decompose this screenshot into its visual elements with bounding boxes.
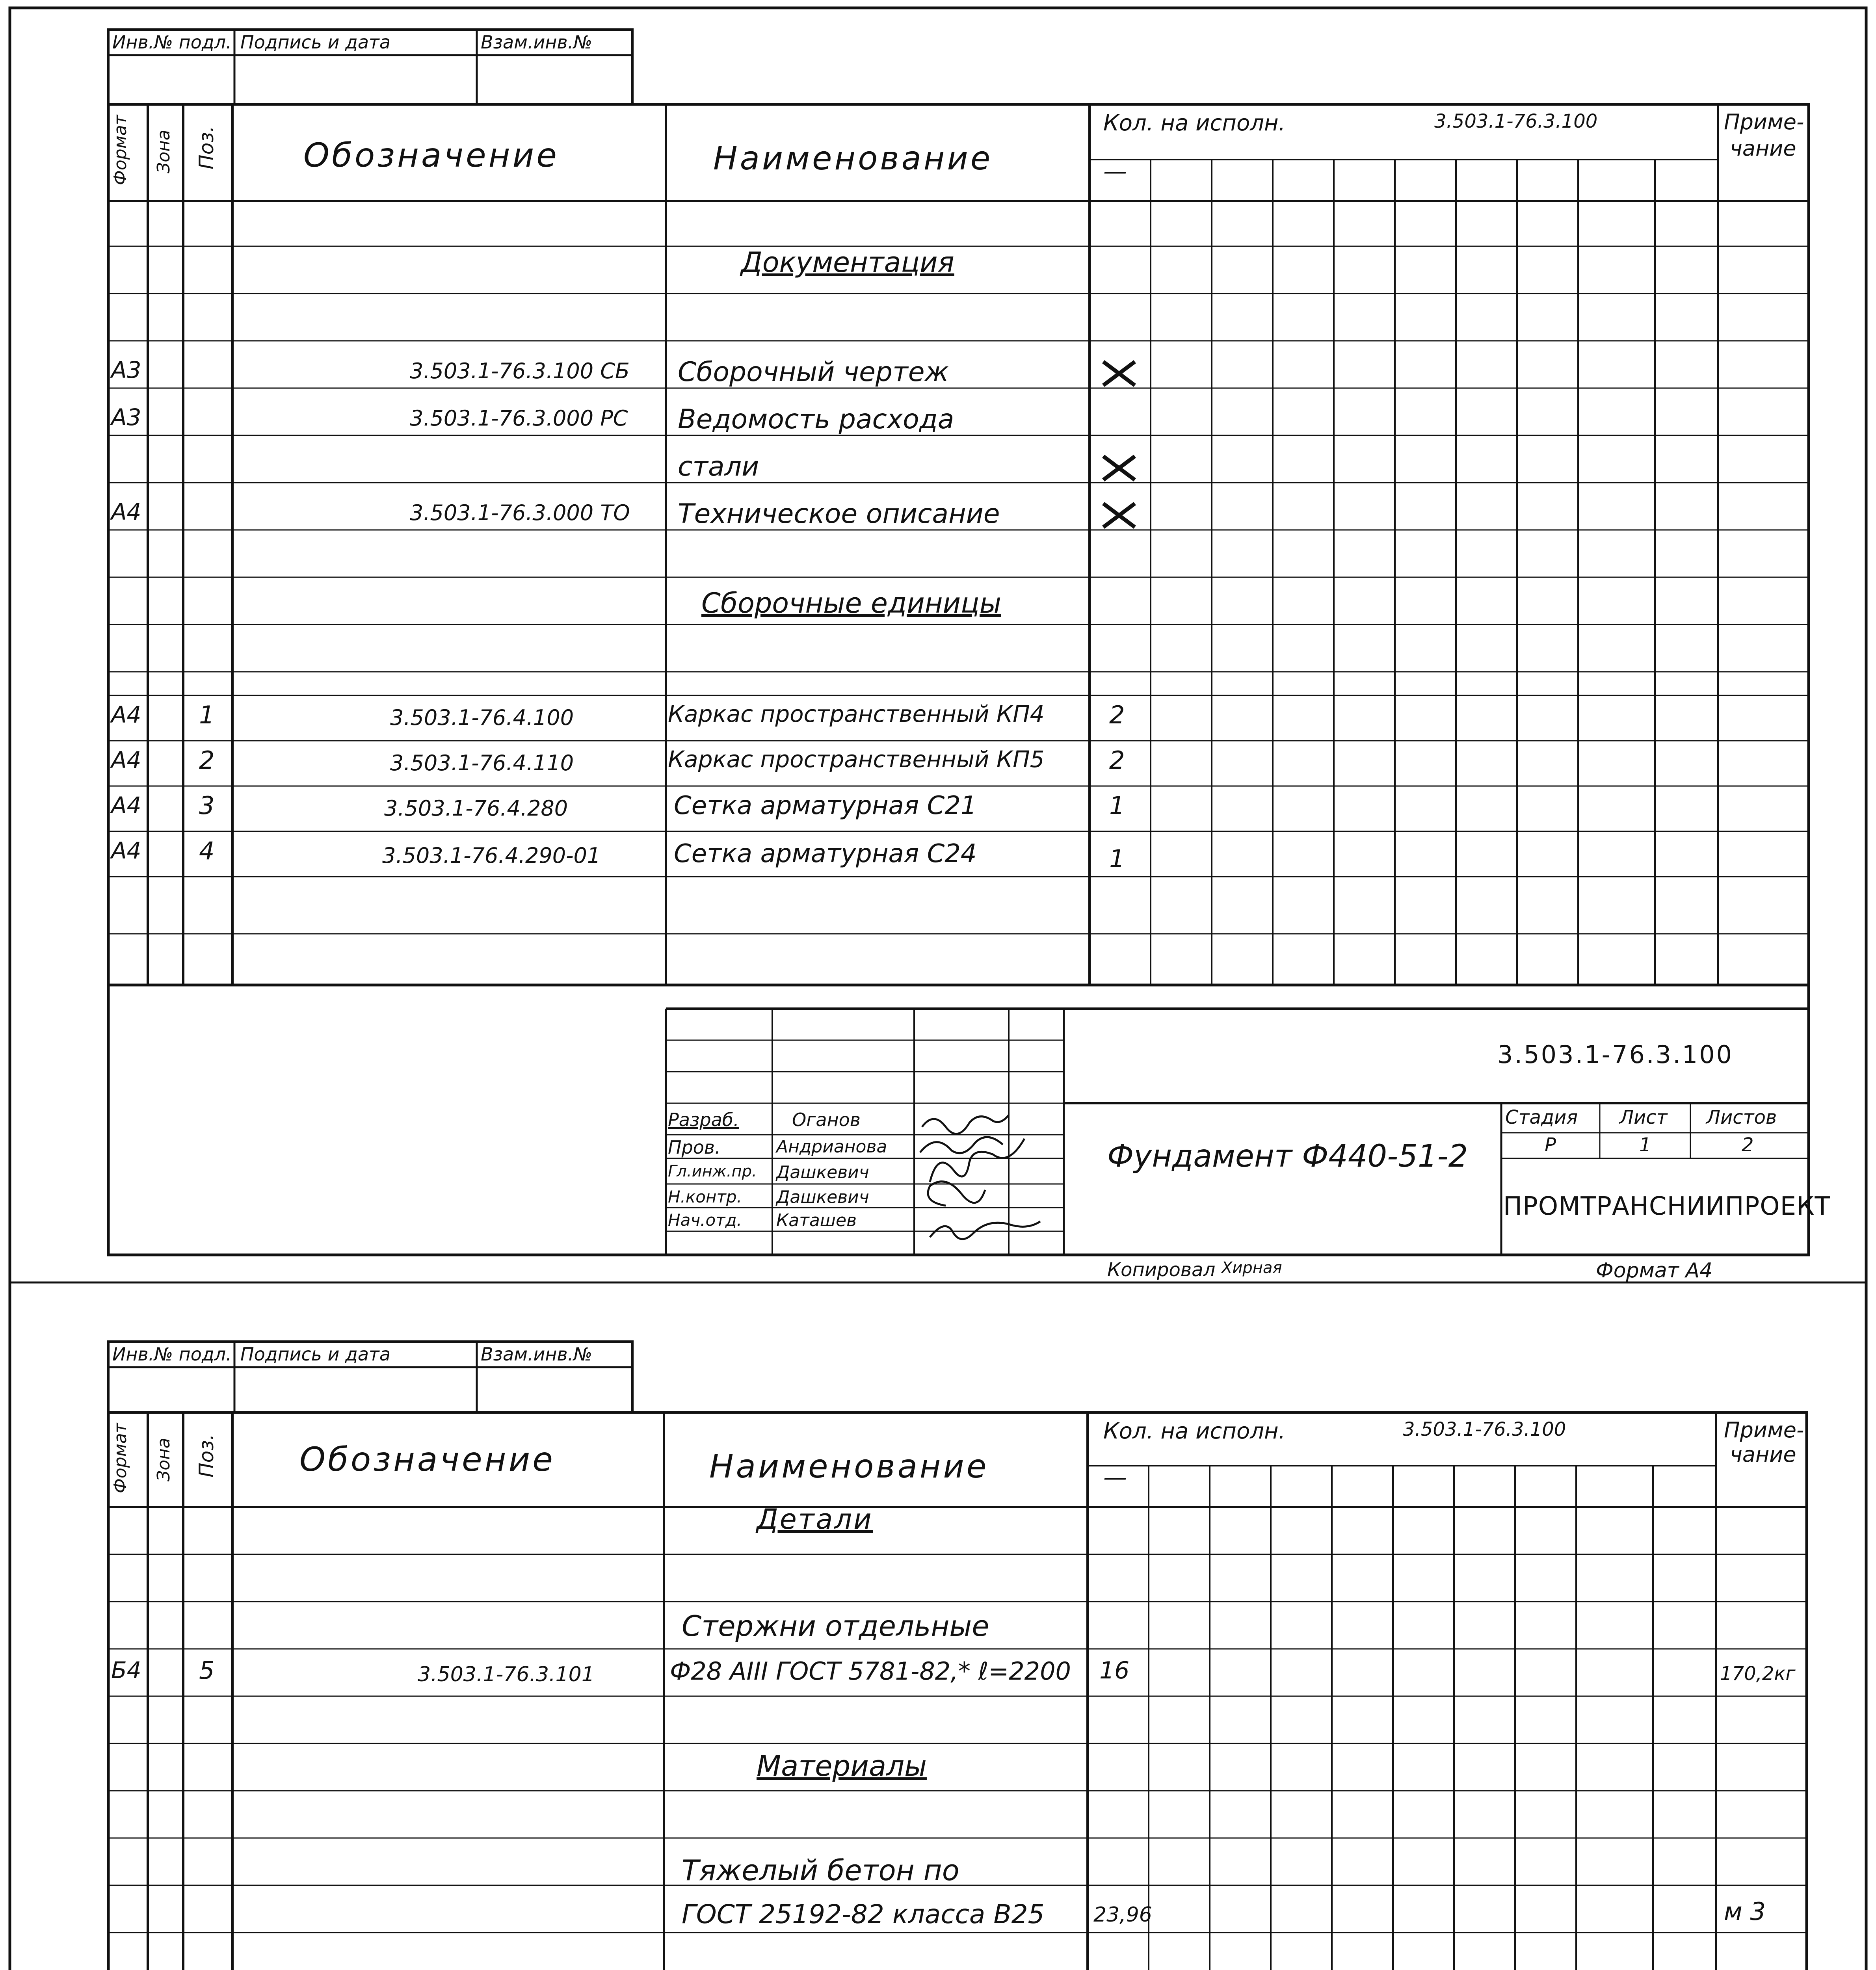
header2-dash: — [1103, 1464, 1127, 1491]
row-2-designation: 3.503.1-76.3.000 РС [410, 406, 628, 431]
header-naimenovanie: Наименование [713, 140, 993, 177]
header2-poz: Поз. [195, 1434, 218, 1478]
stamp-podpis-data: Подпись и дата [240, 32, 391, 53]
header2-zona: Зона [154, 1438, 174, 1481]
name-nach-otd: Каташев [776, 1210, 857, 1230]
stamp2-podpis-data: Подпись и дата [240, 1344, 391, 1365]
sheets-value: 2 [1742, 1134, 1754, 1156]
header2-format: Формат [110, 1423, 130, 1493]
title-name: Фундамент Ф440-51-2 [1107, 1139, 1468, 1174]
stamp2-vzam-inv: Взам.инв.№ [481, 1344, 593, 1365]
footer-format: Формат А4 [1596, 1259, 1713, 1282]
row-8-format: А4 [111, 792, 141, 819]
row-7-format: А4 [111, 747, 141, 773]
row-7-designation: 3.503.1-76.4.110 [390, 751, 574, 775]
sheet-value: 1 [1639, 1134, 1651, 1156]
sheets-label: Листов [1706, 1106, 1777, 1128]
row-4-designation: 3.503.1-76.3.000 ТО [410, 500, 630, 525]
header-kol-ispoln: Кол. на исполн. [1103, 110, 1286, 136]
row-6-designation: 3.503.1-76.4.100 [390, 705, 574, 730]
header-primechanie-2: чание [1730, 136, 1796, 161]
stage-value: Р [1545, 1134, 1556, 1156]
row-4-format: А4 [111, 498, 141, 525]
section-documentation: Документация [741, 246, 954, 279]
header-dash: — [1103, 158, 1127, 185]
title-doc-number: 3.503.1-76.3.100 [1497, 1040, 1734, 1069]
row-9-qty: 1 [1109, 844, 1125, 873]
section-details: Детали [757, 1503, 873, 1535]
header-kol-doc: 3.503.1-76.3.100 [1434, 110, 1598, 132]
row-8-designation: 3.503.1-76.4.280 [384, 796, 568, 821]
role-razrab: Разраб. [668, 1109, 739, 1130]
footer-copied: Копировал [1107, 1259, 1216, 1281]
row-7-name: Каркас пространственный КП5 [668, 746, 1045, 773]
header2-oboznachenie: Обозначение [299, 1440, 555, 1479]
row-6-name: Каркас пространственный КП4 [668, 701, 1045, 727]
header-poz: Поз. [195, 126, 218, 169]
stamp-inv-podl: Инв.№ подл. [112, 32, 232, 53]
row2-2-qty: 16 [1099, 1657, 1130, 1684]
row-2-format: А3 [111, 404, 141, 431]
row-8-pos: 3 [199, 791, 215, 820]
header2-kol-doc: 3.503.1-76.3.100 [1403, 1418, 1566, 1440]
row-9-name: Сетка арматурная С24 [674, 839, 977, 868]
stamp-vzam-inv: Взам.инв.№ [481, 32, 593, 53]
row-6-pos: 1 [199, 701, 215, 729]
row2-2-format: Б4 [111, 1657, 141, 1684]
row2-2-designation: 3.503.1-76.3.101 [418, 1663, 595, 1686]
header-format: Формат [110, 115, 130, 185]
row-1-format: А3 [111, 357, 141, 383]
row-9-pos: 4 [199, 836, 215, 865]
row2-1-name: Стержни отдельные [682, 1609, 989, 1643]
stage-label: Стадия [1505, 1106, 1578, 1128]
row2-5-note: м 3 [1724, 1897, 1766, 1926]
row-6-qty: 2 [1109, 701, 1125, 729]
header-zona: Зона [154, 130, 174, 173]
row-2-name: Ведомость расхода [678, 404, 954, 435]
row-1-designation: 3.503.1-76.3.100 СБ [410, 359, 630, 383]
sheet-label: Лист [1619, 1106, 1668, 1128]
name-razrab: Оганов [792, 1109, 861, 1130]
section-assembly-units: Сборочные единицы [701, 587, 1001, 619]
row-1-name: Сборочный чертеж [678, 357, 949, 388]
row-9-format: А4 [111, 837, 141, 864]
row2-2-note: 170,2кг [1720, 1663, 1796, 1685]
role-prov: Пров. [668, 1137, 721, 1158]
row-7-qty: 2 [1109, 746, 1125, 775]
role-n-kontr: Н.контр. [668, 1187, 742, 1206]
row2-2-name: Ф28 АIII ГОСТ 5781-82,* ℓ=2200 [670, 1657, 1071, 1686]
header-primechanie: Приме- [1724, 110, 1804, 134]
row2-2-pos: 5 [199, 1656, 215, 1685]
org-name: ПРОМТРАНСНИИПРОЕКТ [1503, 1192, 1831, 1221]
section-materials: Материалы [757, 1749, 927, 1782]
name-prov: Андрианова [776, 1137, 887, 1157]
row-6-format: А4 [111, 701, 141, 728]
row-8-name: Сетка арматурная С21 [674, 791, 977, 820]
role-nach-otd: Нач.отд. [668, 1210, 742, 1230]
name-n-kontr: Дашкевич [776, 1187, 869, 1207]
footer-copied-sign: Хирная [1222, 1259, 1282, 1277]
header2-primechanie: Приме- [1724, 1418, 1804, 1442]
header-oboznachenie: Обозначение [303, 136, 559, 175]
row-8-qty: 1 [1109, 791, 1125, 820]
row-4-name: Техническое описание [678, 498, 1000, 530]
row2-4-name: Тяжелый бетон по [682, 1854, 959, 1887]
row-9-designation: 3.503.1-76.4.290-01 [382, 843, 601, 868]
header2-kol-ispoln: Кол. на исполн. [1103, 1418, 1286, 1444]
header2-naimenovanie: Наименование [709, 1448, 989, 1485]
row-3-name: стали [678, 451, 759, 482]
stamp2-inv-podl: Инв.№ подл. [112, 1344, 232, 1365]
role-gl-inzh: Гл.инж.пр. [668, 1162, 757, 1180]
name-gl-inzh: Дашкевич [776, 1162, 869, 1182]
row2-5-qty: 23,96 [1093, 1903, 1152, 1927]
header2-primechanie-2: чание [1730, 1442, 1796, 1467]
row2-5-name: ГОСТ 25192-82 класса В25 [682, 1899, 1045, 1929]
row-7-pos: 2 [199, 746, 215, 775]
